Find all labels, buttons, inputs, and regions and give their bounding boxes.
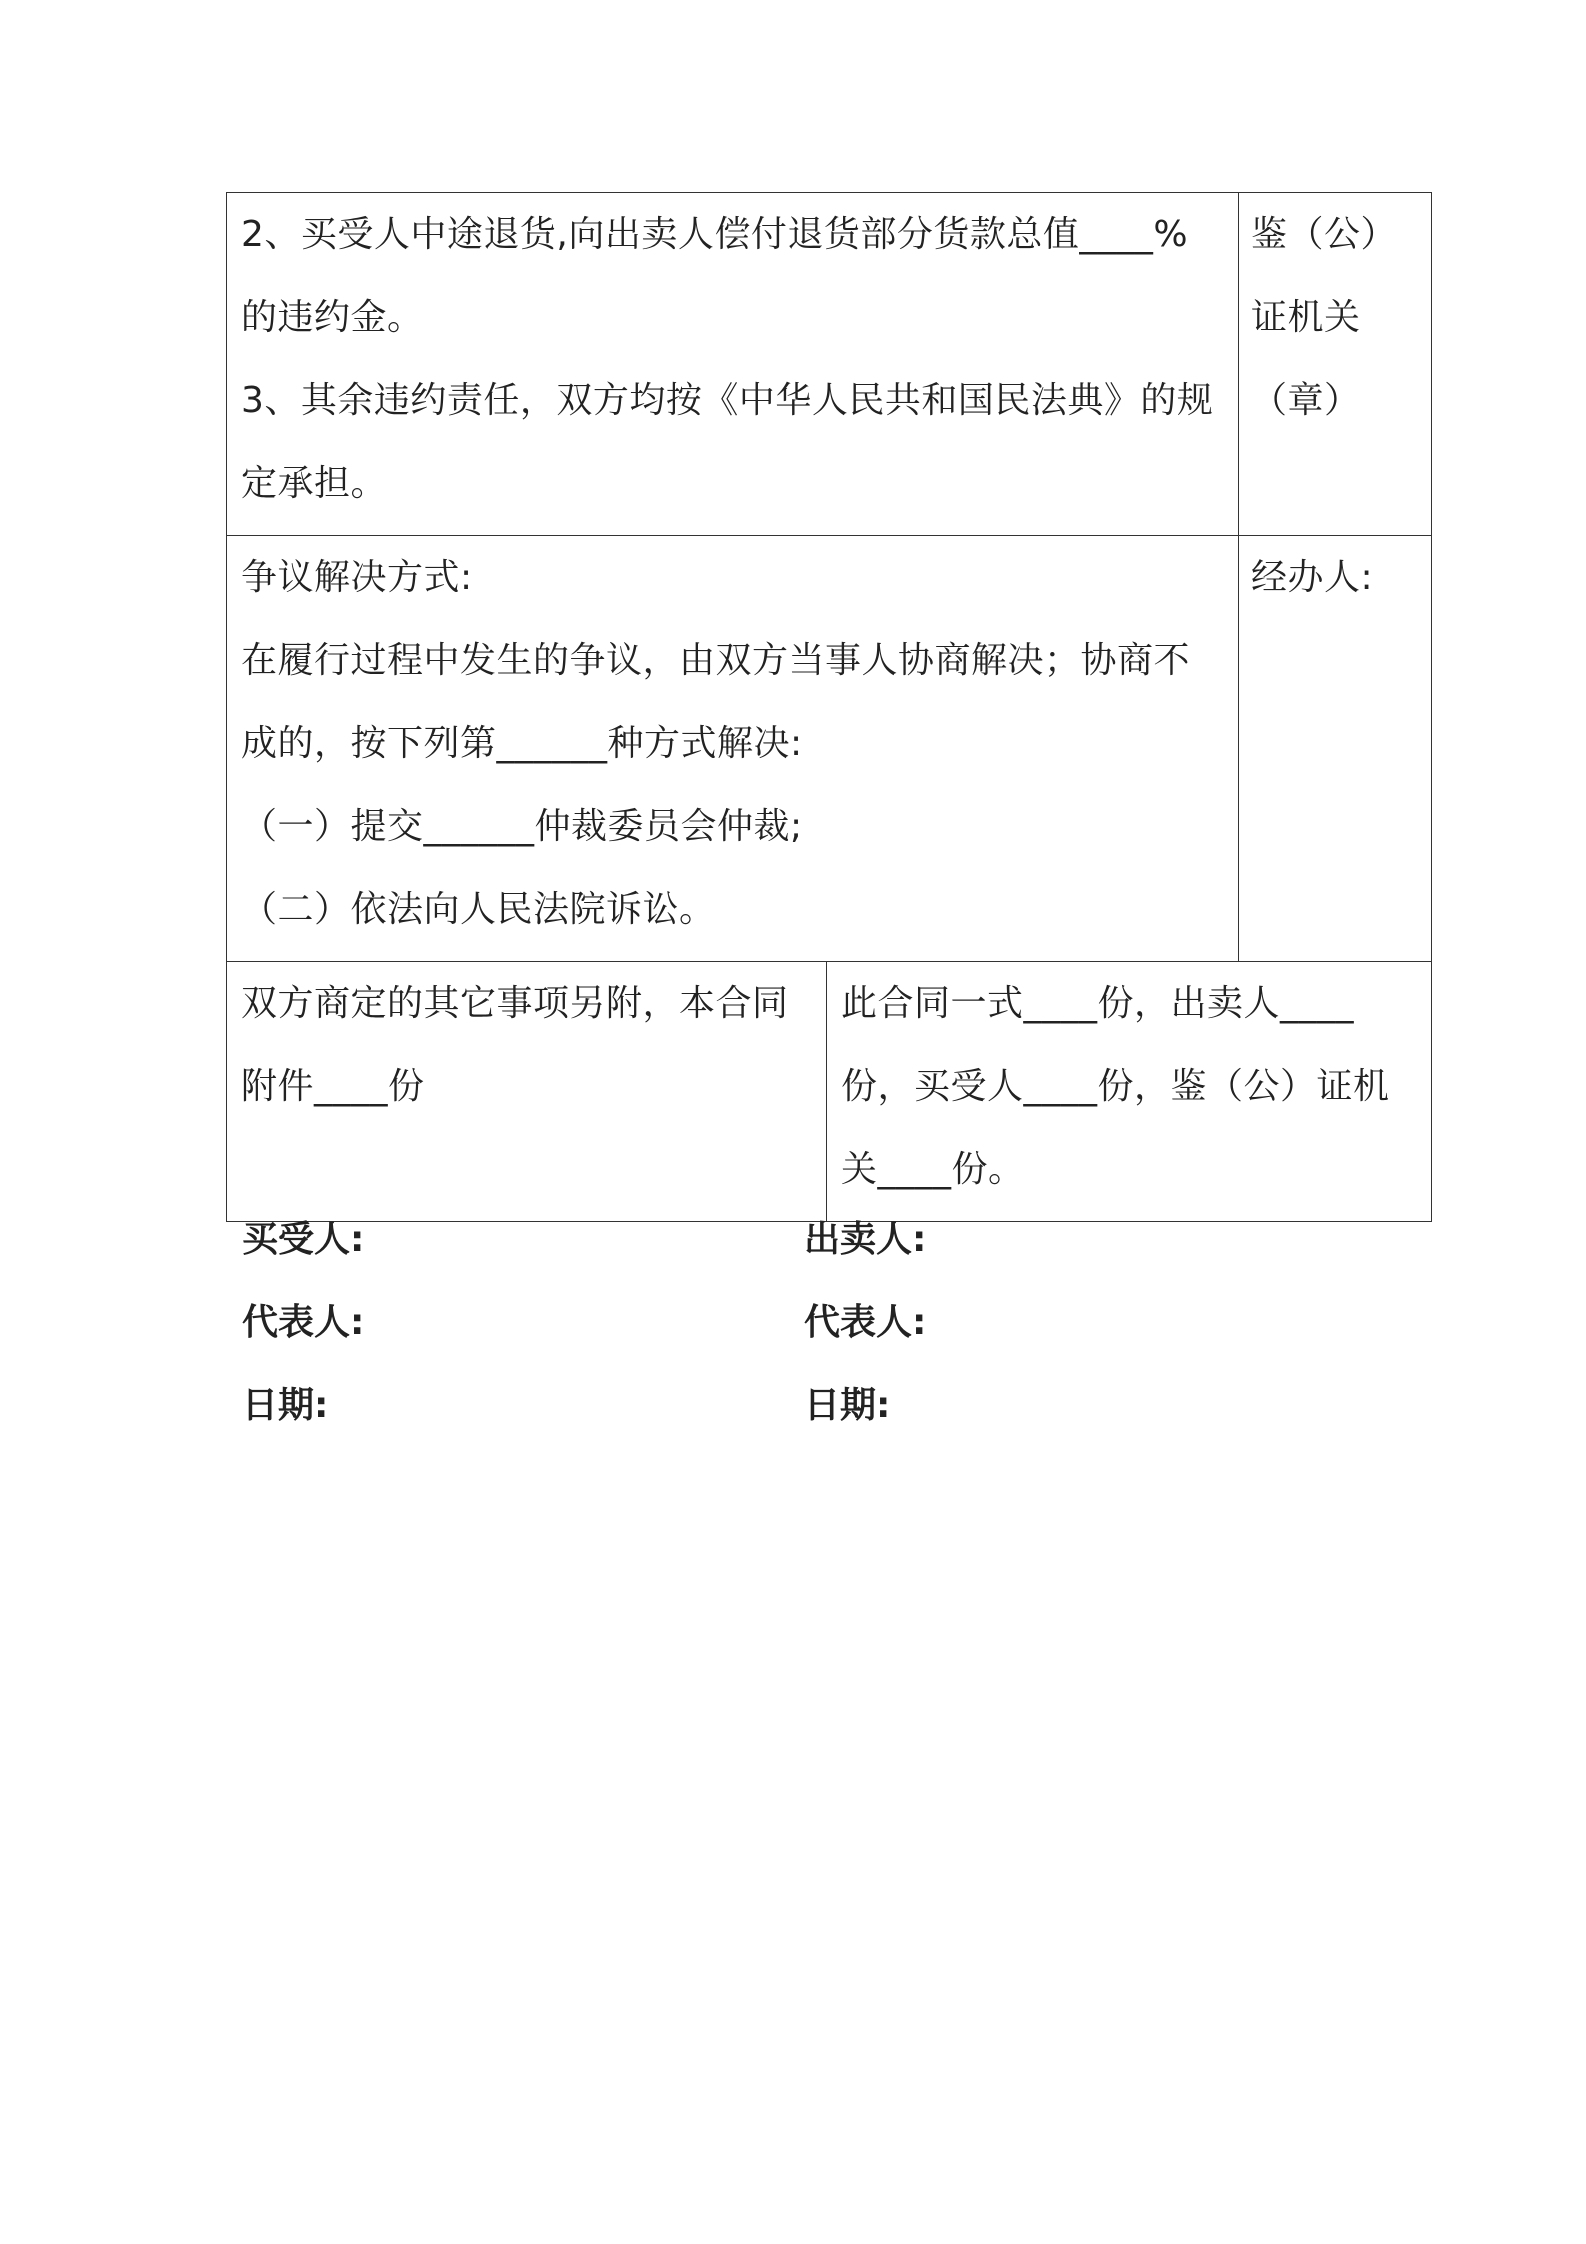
buyer-representative-label: 代表人:	[242, 1302, 365, 1343]
penalty-clause-cell	[227, 193, 1239, 536]
buyer-party-label: 买受人:	[242, 1219, 365, 1260]
other-matters-line-2: 附件____份	[241, 1066, 425, 1107]
notary-seal-line-1: 鉴（公）	[1251, 214, 1398, 255]
dispute-line-2: 在履行过程中发生的争议，由双方当事人协商解决；协商不	[241, 640, 1191, 681]
penalty-line-2: 的违约金。	[241, 297, 424, 338]
penalty-line-4: 定承担。	[241, 463, 388, 504]
final-row	[227, 962, 1432, 1222]
seller-representative-label: 代表人:	[804, 1302, 927, 1343]
notary-seal-line-3: （章）	[1251, 380, 1361, 421]
other-matters-cell	[227, 962, 827, 1222]
notary-seal-cell	[1239, 193, 1432, 536]
dispute-line-5: （二）依法向人民法院诉讼。	[241, 889, 716, 930]
penalty-row	[227, 193, 1432, 536]
dispute-line-1: 争议解决方式:	[241, 557, 473, 598]
handler-label: 经办人:	[1251, 557, 1374, 598]
copies-cell	[827, 962, 1432, 1222]
buyer-date-label: 日期:	[242, 1385, 329, 1426]
seller-party-label: 出卖人:	[804, 1219, 927, 1260]
other-matters-line-1: 双方商定的其它事项另附，本合同	[241, 983, 789, 1024]
copies-line-1: 此合同一式____份，出卖人____	[841, 983, 1355, 1024]
dispute-line-4: （一）提交______仲裁委员会仲裁;	[241, 806, 803, 847]
notary-seal-line-2: 证机关	[1251, 297, 1361, 338]
penalty-line-3: 3、其余违约责任，双方均按《中华人民共和国民法典》的规	[241, 380, 1214, 421]
handler-cell	[1239, 536, 1432, 962]
contract-table	[226, 192, 1432, 1222]
buyer-signature-block	[242, 1198, 364, 1447]
copies-line-3: 关____份。	[841, 1149, 1025, 1190]
dispute-row	[227, 536, 1432, 962]
copies-line-2: 份，买受人____份，鉴（公）证机	[841, 1066, 1390, 1107]
dispute-line-3: 成的，按下列第______种方式解决:	[241, 723, 803, 764]
penalty-line-1: 2、买受人中途退货,向出卖人偿付退货部分货款总值____%	[241, 214, 1189, 255]
seller-date-label: 日期:	[804, 1385, 891, 1426]
dispute-resolution-cell	[227, 536, 1239, 962]
seller-signature-block	[804, 1198, 926, 1447]
